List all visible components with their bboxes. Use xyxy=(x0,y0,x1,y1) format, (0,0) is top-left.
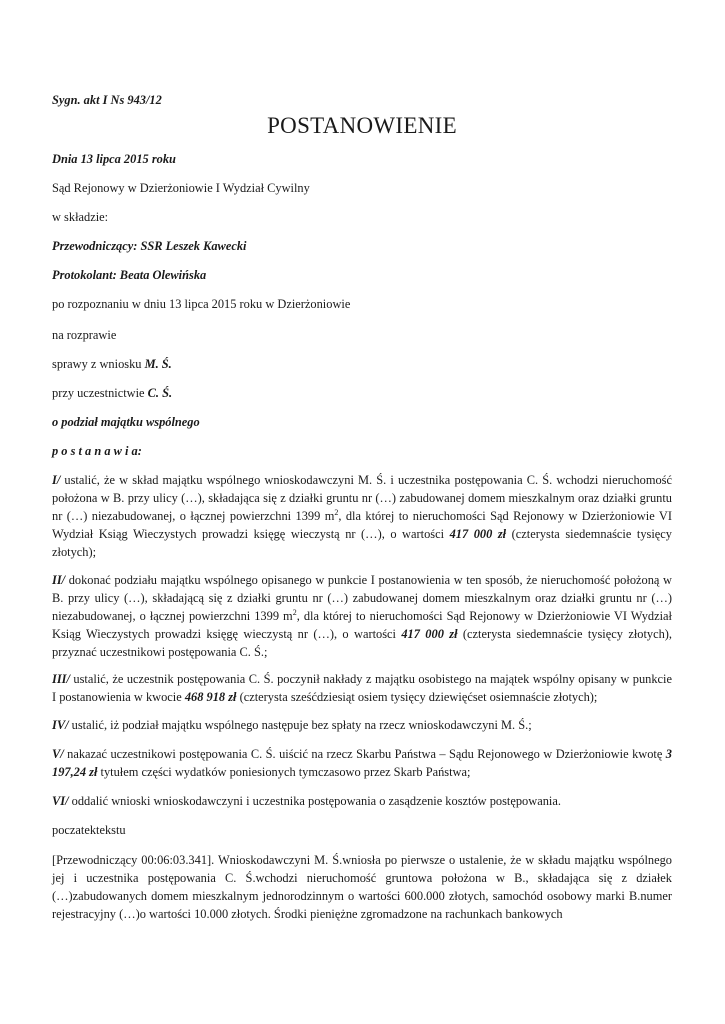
decides-heading: p o s t a n a w i a: xyxy=(52,444,142,458)
point-6: VI/ oddalić wnioski wnioskodawczyni i uczestnika postępowania o zasądzenie kosztów postępowania. xyxy=(52,794,561,808)
case-applicant: sprawy z wniosku M. Ś. xyxy=(52,357,172,371)
amount: 468 918 zł xyxy=(184,690,237,704)
text-start-marker: poczatektekstu xyxy=(52,823,126,837)
hearing-type: na rozprawie xyxy=(52,328,117,342)
decision-date: Dnia 13 lipca 2015 roku xyxy=(52,152,176,166)
point-2: II/ dokonać podziału majątku wspólnego opisanego w punkcie I postanowienia w ten sposób, że nieruchomość położoną w B. przy ulicy (…), składającą się z działki gruntu nr (…) zabudowanej domem mieszkalnym oraz działki gruntu nr (…) niezabudowanej, o łącznej powierzchni 1399 $m^2$, dla której to nieruchomości Sąd Rejonowy w Dzierżoniowie VI Wydział Ksiąg Wieczystych prowadzi księgę wieczystą nr (…), o wartości 417 000 zł (czterysta siedemnaście tysięcy złotych), przyznać uczestnikowi postępowania C. Ś.; xyxy=(52,573,673,659)
hearing-info: po rozpoznaniu w dniu 13 lipca 2015 roku w Dzierżoniowie xyxy=(52,297,351,311)
transcript-paragraph: [Przewodniczący 00:06:03.341]. Wnioskodawczyni M. Ś.wniosła po pierwsze o ustalenie, że w składu majątku wspólnego jej i uczestnika postępowania C. Ś.wchodzi nieruchomość gruntowa położona w B., składająca się z działek (…)zabudowanych domem mieszkalnym jednorodzinnym o wartości 600.000 złotych, samochód osobowy marki B.numer rejestracyjny (…)o wartości 10.000 złotych. Środki pieniężne zgromadzone na rachunkach bankowych xyxy=(52,853,672,921)
point-3: III/ ustalić, że uczestnik postępowania C. Ś. poczynił nakłady z majątku osobistego na majątek wspólny opisany w punkcie I postanowienia w kwocie 468 918 zł (czterysta sześćdziesiąt osiem tysięcy dziewięćset osiemnaście złotych); xyxy=(52,672,672,704)
case-subject: o podział majątku wspólnego xyxy=(52,415,200,429)
clerk: Protokolant: Beata Olewińska xyxy=(52,268,207,282)
applicant-name: M. Ś. xyxy=(144,357,172,371)
document-title: POSTANOWIENIE xyxy=(267,113,457,138)
court-name: Sąd Rejonowy w Dzierżoniowie I Wydział Cywilny xyxy=(52,181,310,195)
case-participant: przy uczestnictwie C. Ś. xyxy=(52,386,173,400)
case-signature: Sygn. akt I Ns 943/12 xyxy=(52,93,162,107)
point-4: IV/ ustalić, iż podział majątku wspólnego następuje bez spłaty na rzecz wnioskodawczyni M. Ś.; xyxy=(52,718,532,732)
composition-label: w składzie: xyxy=(52,210,109,224)
point-5: V/ nakazać uczestnikowi postępowania C. Ś. uiścić na rzecz Skarbu Państwa – Sądu Rejonowego w Dzierżoniowie kwotę 3 197,24 zł tytułem części wydatków poniesionych tymczasowo przez Skarb Państwa; xyxy=(52,747,672,779)
amount: 417 000 zł xyxy=(401,627,458,641)
participant-name: C. Ś. xyxy=(147,386,173,400)
amount: 417 000 zł xyxy=(449,527,507,541)
point-1: I/ ustalić, że w skład majątku wspólnego wnioskodawczyni M. Ś. i uczestnika postępowania C. Ś. wchodzi nieruchomość położona w B. przy ulicy (…), składająca się z działki gruntu nr (…) zabudowanej domem mieszkalnym oraz działki gruntu nr (…) niezabudowanej, o łącznej powierzchni 1399 $m^2$, dla której to nieruchomości Sąd Rejonowy w Dzierżoniowie VI Wydział Ksiąg Wieczystych prowadzi księgę wieczystą nr (…), o wartości 417 000 zł (czterysta siedemnaście tysięcy złotych); xyxy=(52,473,672,559)
amount: 3 197,24 zł xyxy=(52,747,672,779)
chair-judge: Przewodniczący: SSR Leszek Kawecki xyxy=(52,239,247,253)
